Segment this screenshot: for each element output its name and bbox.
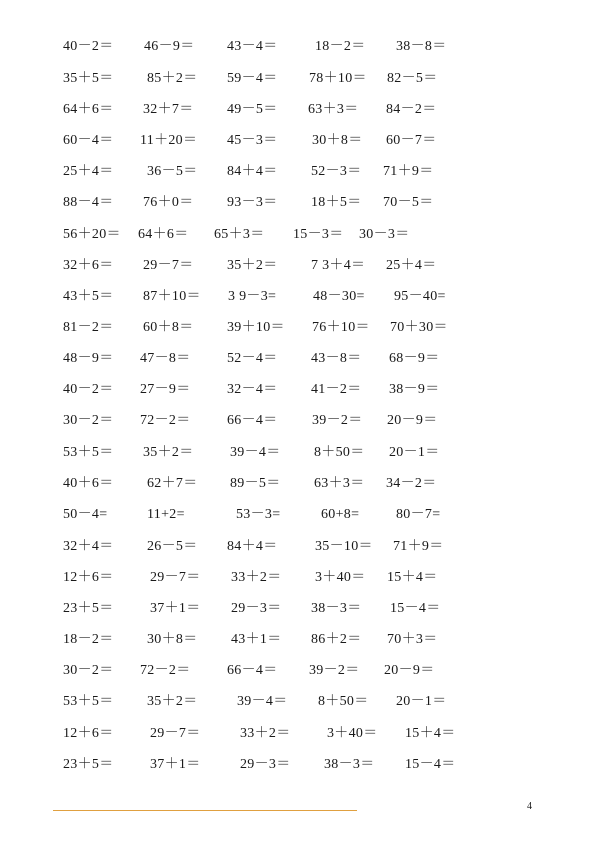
arithmetic-problem: 35＋2＝ (143, 445, 194, 460)
arithmetic-problem: 34－2＝ (386, 476, 437, 491)
arithmetic-problem: 84－2＝ (386, 102, 437, 117)
arithmetic-problem: 70＋30＝ (390, 320, 448, 335)
arithmetic-problem: 15－3＝ (293, 227, 344, 242)
arithmetic-problem: 15＋4＝ (405, 726, 456, 741)
arithmetic-problem: 39－2＝ (309, 663, 360, 678)
problem-row (0, 225, 595, 245)
arithmetic-problem: 32＋6＝ (63, 258, 114, 273)
arithmetic-problem: 81－2＝ (63, 320, 114, 335)
arithmetic-problem: 95－40= (394, 289, 446, 304)
arithmetic-problem: 68－9＝ (389, 351, 440, 366)
arithmetic-problem: 46－9＝ (144, 39, 195, 54)
arithmetic-problem: 59－4＝ (227, 71, 278, 86)
arithmetic-problem: 7 3＋4＝ (311, 258, 366, 273)
arithmetic-problem: 70－5＝ (383, 195, 434, 210)
arithmetic-problem: 12＋6＝ (63, 570, 114, 585)
problem-row (0, 474, 595, 494)
arithmetic-problem: 15＋4＝ (387, 570, 438, 585)
problem-row (0, 411, 595, 431)
arithmetic-problem: 65＋3＝ (214, 227, 265, 242)
arithmetic-problem: 20－1＝ (389, 445, 440, 460)
arithmetic-problem: 47－8＝ (140, 351, 191, 366)
arithmetic-problem: 40－2＝ (63, 382, 114, 397)
arithmetic-problem: 60－7＝ (386, 133, 437, 148)
arithmetic-problem: 70＋3＝ (387, 632, 438, 647)
arithmetic-problem: 18－2＝ (315, 39, 366, 54)
arithmetic-problem: 20－9＝ (387, 413, 438, 428)
arithmetic-problem: 50－4= (63, 507, 108, 522)
arithmetic-problem: 43＋1＝ (231, 632, 282, 647)
arithmetic-problem: 29－7＝ (143, 258, 194, 273)
arithmetic-problem: 30－2＝ (63, 663, 114, 678)
arithmetic-problem: 76＋0＝ (143, 195, 194, 210)
arithmetic-problem: 71＋9＝ (383, 164, 434, 179)
arithmetic-problem: 63＋3＝ (308, 102, 359, 117)
arithmetic-problem: 29－3＝ (231, 601, 282, 616)
arithmetic-problem: 78＋10＝ (309, 71, 367, 86)
problem-row (0, 661, 595, 681)
arithmetic-problem: 11+2= (147, 507, 185, 522)
arithmetic-problem: 40＋6＝ (63, 476, 114, 491)
footer-rule (53, 810, 357, 811)
arithmetic-problem: 87＋10＝ (143, 289, 201, 304)
arithmetic-problem: 39－4＝ (237, 694, 288, 709)
arithmetic-problem: 64＋6＝ (63, 102, 114, 117)
arithmetic-problem: 37＋1＝ (150, 757, 201, 772)
arithmetic-problem: 15－4＝ (405, 757, 456, 772)
arithmetic-problem: 32－4＝ (227, 382, 278, 397)
arithmetic-problem: 32＋7＝ (143, 102, 194, 117)
arithmetic-problem: 30－3＝ (359, 227, 410, 242)
arithmetic-problem: 38－3＝ (324, 757, 375, 772)
arithmetic-problem: 26－5＝ (147, 539, 198, 554)
problem-row (0, 349, 595, 369)
arithmetic-problem: 53－3= (236, 507, 281, 522)
arithmetic-problem: 56＋20＝ (63, 227, 121, 242)
arithmetic-problem: 32＋4＝ (63, 539, 114, 554)
arithmetic-problem: 38－9＝ (389, 382, 440, 397)
problem-row (0, 724, 595, 744)
arithmetic-problem: 86＋2＝ (311, 632, 362, 647)
problem-row (0, 692, 595, 712)
problem-row (0, 69, 595, 89)
arithmetic-problem: 8＋50＝ (318, 694, 369, 709)
problem-row (0, 100, 595, 120)
arithmetic-problem: 29－7＝ (150, 570, 201, 585)
arithmetic-problem: 25＋4＝ (63, 164, 114, 179)
arithmetic-problem: 15－4＝ (390, 601, 441, 616)
arithmetic-problem: 35＋5＝ (63, 71, 114, 86)
arithmetic-problem: 30＋8＝ (147, 632, 198, 647)
page-number: 4 (527, 801, 532, 812)
arithmetic-problem: 29－7＝ (150, 726, 201, 741)
arithmetic-problem: 82－5＝ (387, 71, 438, 86)
arithmetic-problem: 60+8= (321, 507, 360, 522)
arithmetic-problem: 62＋7＝ (147, 476, 198, 491)
arithmetic-problem: 85＋2＝ (147, 71, 198, 86)
arithmetic-problem: 43＋5＝ (63, 289, 114, 304)
arithmetic-problem: 25＋4＝ (386, 258, 437, 273)
problem-row (0, 599, 595, 619)
arithmetic-problem: 39－4＝ (230, 445, 281, 460)
arithmetic-problem: 45－3＝ (227, 133, 278, 148)
arithmetic-problem: 23＋5＝ (63, 757, 114, 772)
arithmetic-problem: 20－9＝ (384, 663, 435, 678)
arithmetic-problem: 52－4＝ (227, 351, 278, 366)
arithmetic-problem: 43－8＝ (311, 351, 362, 366)
arithmetic-problem: 60＋8＝ (143, 320, 194, 335)
arithmetic-problem: 39＋10＝ (227, 320, 285, 335)
arithmetic-problem: 23＋5＝ (63, 601, 114, 616)
arithmetic-problem: 72－2＝ (140, 663, 191, 678)
arithmetic-problem: 8＋50＝ (314, 445, 365, 460)
arithmetic-problem: 35＋2＝ (227, 258, 278, 273)
arithmetic-problem: 38－8＝ (396, 39, 447, 54)
arithmetic-problem: 3＋40＝ (315, 570, 366, 585)
arithmetic-problem: 38－3＝ (311, 601, 362, 616)
arithmetic-problem: 33＋2＝ (231, 570, 282, 585)
arithmetic-problem: 63＋3＝ (314, 476, 365, 491)
arithmetic-problem: 43－4＝ (227, 39, 278, 54)
arithmetic-problem: 37＋1＝ (150, 601, 201, 616)
arithmetic-problem: 48－9＝ (63, 351, 114, 366)
problem-row (0, 256, 595, 276)
problem-row (0, 287, 595, 307)
problem-row (0, 568, 595, 588)
arithmetic-problem: 20－1＝ (396, 694, 447, 709)
problem-row (0, 131, 595, 151)
arithmetic-problem: 84＋4＝ (227, 164, 278, 179)
arithmetic-problem: 3 9－3= (228, 289, 277, 304)
arithmetic-problem: 89－5＝ (230, 476, 281, 491)
arithmetic-problem: 35－10＝ (315, 539, 373, 554)
arithmetic-problem: 66－4＝ (227, 413, 278, 428)
arithmetic-problem: 35＋2＝ (147, 694, 198, 709)
arithmetic-problem: 33＋2＝ (240, 726, 291, 741)
arithmetic-problem: 53＋5＝ (63, 445, 114, 460)
arithmetic-problem: 93－3＝ (227, 195, 278, 210)
problem-row (0, 505, 595, 525)
problem-row (0, 318, 595, 338)
problem-row (0, 193, 595, 213)
arithmetic-problem: 18－2＝ (63, 632, 114, 647)
arithmetic-problem: 72－2＝ (140, 413, 191, 428)
arithmetic-problem: 3＋40＝ (327, 726, 378, 741)
arithmetic-problem: 48－30= (313, 289, 365, 304)
arithmetic-problem: 71＋9＝ (393, 539, 444, 554)
problem-row (0, 380, 595, 400)
arithmetic-problem: 80－7= (396, 507, 441, 522)
arithmetic-problem: 40－2＝ (63, 39, 114, 54)
arithmetic-problem: 49－5＝ (227, 102, 278, 117)
arithmetic-problem: 30－2＝ (63, 413, 114, 428)
arithmetic-problem: 29－3＝ (240, 757, 291, 772)
arithmetic-problem: 11＋20＝ (140, 133, 198, 148)
arithmetic-problem: 41－2＝ (311, 382, 362, 397)
arithmetic-problem: 36－5＝ (147, 164, 198, 179)
arithmetic-problem: 18＋5＝ (311, 195, 362, 210)
arithmetic-problem: 12＋6＝ (63, 726, 114, 741)
problem-row (0, 37, 595, 57)
arithmetic-problem: 53＋5＝ (63, 694, 114, 709)
arithmetic-problem: 76＋10＝ (312, 320, 370, 335)
arithmetic-problem: 27－9＝ (140, 382, 191, 397)
arithmetic-problem: 60－4＝ (63, 133, 114, 148)
arithmetic-problem: 88－4＝ (63, 195, 114, 210)
arithmetic-problem: 52－3＝ (311, 164, 362, 179)
problem-row (0, 443, 595, 463)
problem-row (0, 162, 595, 182)
arithmetic-problem: 66－4＝ (227, 663, 278, 678)
problem-row (0, 755, 595, 775)
problem-row (0, 537, 595, 557)
problem-row (0, 630, 595, 650)
arithmetic-problem: 84＋4＝ (227, 539, 278, 554)
arithmetic-problem: 64＋6＝ (138, 227, 189, 242)
arithmetic-problem: 30＋8＝ (312, 133, 363, 148)
arithmetic-problem: 39－2＝ (312, 413, 363, 428)
